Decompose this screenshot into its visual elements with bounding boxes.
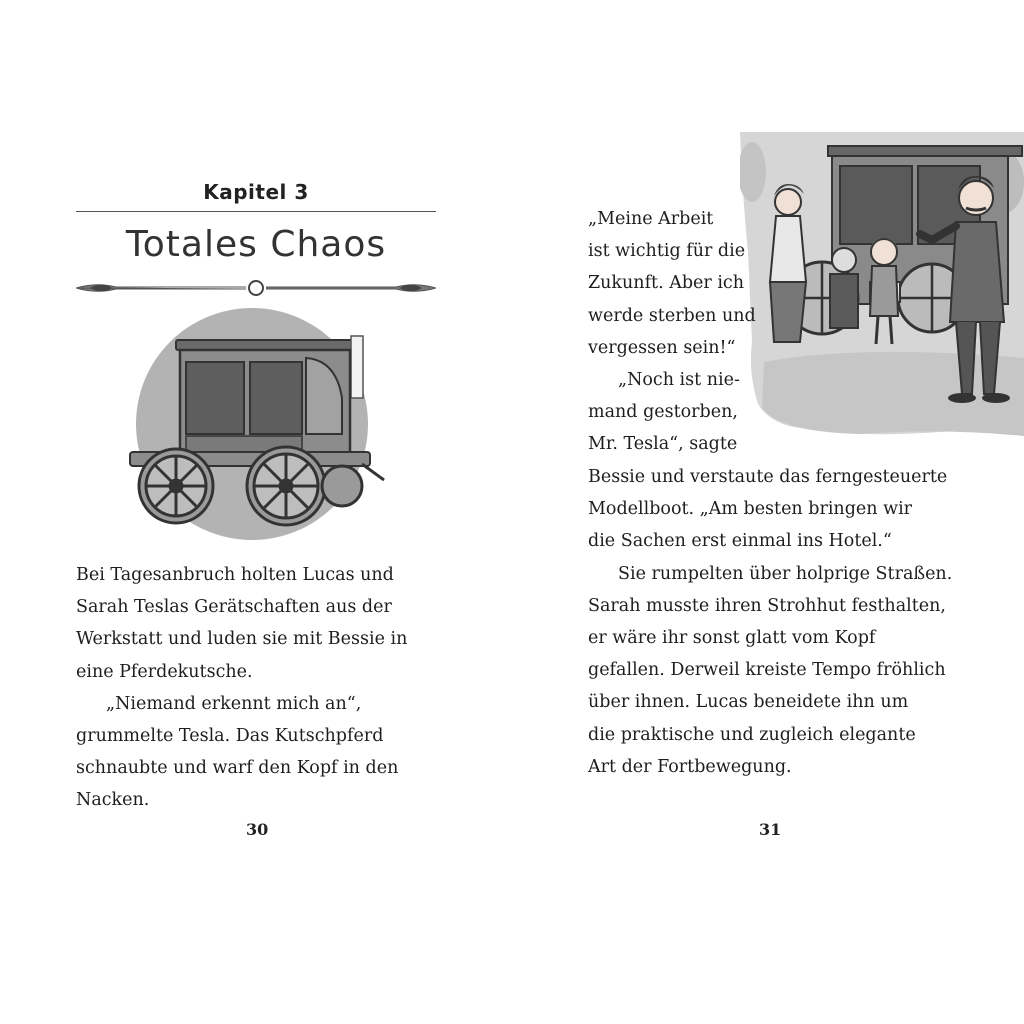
text-line: ist wichtig für die xyxy=(588,241,746,262)
paragraph: „Niemand erkennt mich an“, grummelte Tesla. Das Kutschpferd schnaubte und warf den Kopf in den Nacken. xyxy=(76,693,399,811)
text-line: die praktische und zugleich elegante xyxy=(588,724,916,745)
text-line: Mr. Tesla“, sagte xyxy=(588,434,738,455)
ornament-divider-icon xyxy=(76,276,436,300)
characters-carriage-illustration xyxy=(740,132,1024,436)
text-line: mand gestorben, xyxy=(588,402,738,423)
page-number: 31 xyxy=(759,820,782,839)
text-line: über ihnen. Lucas beneidete ihn um xyxy=(588,692,909,713)
right-wide-text xyxy=(588,461,958,783)
chapter-title: Totales Chaos xyxy=(125,224,387,265)
paragraph: Bei Tagesanbruch holten Lucas und Sarah Teslas Gerätschaften aus der Werkstatt und luden sie mit Bessie in eine Pferdekutsche. xyxy=(76,565,408,682)
text-line: vergessen sein!“ xyxy=(588,337,736,358)
text-line: werde sterben und xyxy=(588,305,756,326)
text-line: Zukunft. Aber ich xyxy=(588,273,745,294)
right-narrow-text xyxy=(588,203,758,461)
carriage-illustration xyxy=(126,308,386,544)
text-line: Modellboot. „Am besten bringen wir xyxy=(588,499,913,520)
text-line: Art der Fortbewegung. xyxy=(588,756,792,777)
page-number: 30 xyxy=(246,820,269,839)
text-line: „Noch ist nie- xyxy=(618,370,740,391)
text-line: Bessie und verstaute das ferngesteuerte xyxy=(588,467,948,487)
text-line: die Sachen erst einmal ins Hotel.“ xyxy=(588,531,892,552)
text-line: er wäre ihr sonst glatt vom Kopf xyxy=(588,628,876,649)
left-body-text xyxy=(76,559,436,817)
text-line: gefallen. Derweil kreiste Tempo fröhlich xyxy=(588,660,946,681)
text-line: Sarah musste ihren Strohhut festhalten, xyxy=(588,595,946,616)
chapter-label: Kapitel 3 xyxy=(203,180,309,204)
text-line: „Meine Arbeit xyxy=(588,209,714,229)
chapter-divider xyxy=(76,211,436,212)
text-line: Sie rumpelten über holprige Straßen. xyxy=(618,563,953,584)
